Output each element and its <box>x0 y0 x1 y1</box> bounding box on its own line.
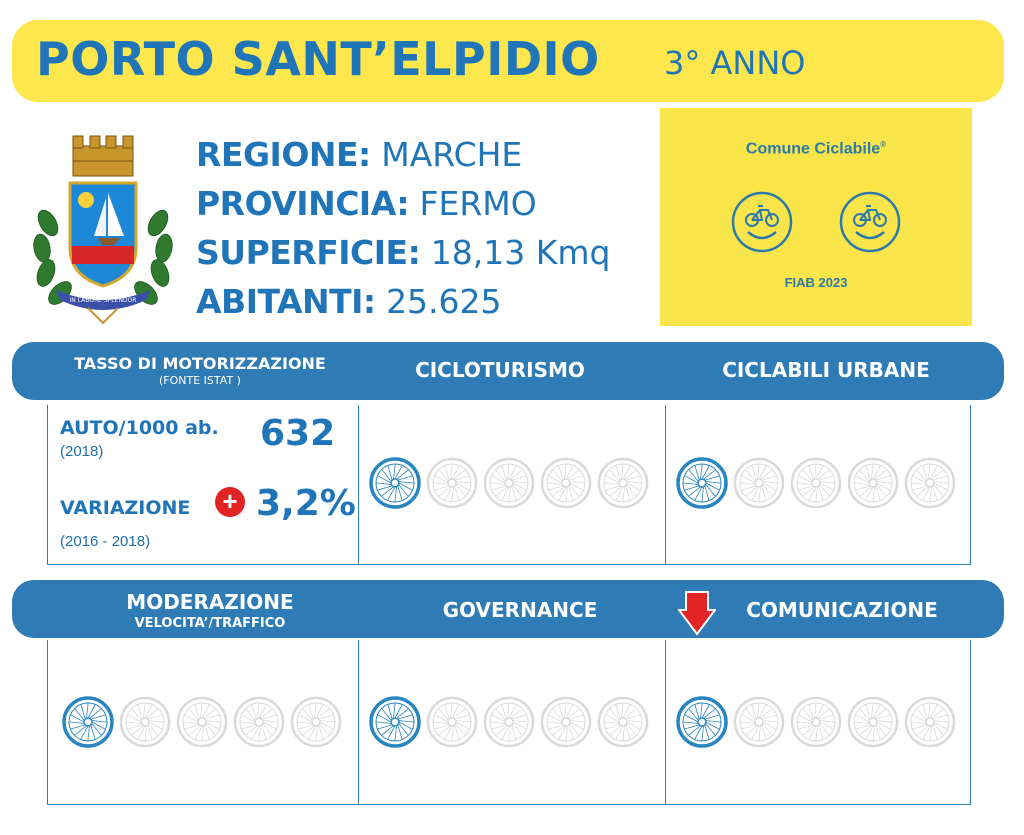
comunicazione-title: COMUNICAZIONE <box>746 598 938 622</box>
wheel-inactive-icon <box>733 457 785 509</box>
wheel-active-icon <box>369 457 421 509</box>
coat-of-arms-icon <box>28 128 178 328</box>
moderazione-panel <box>47 640 359 805</box>
governance-title: GOVERNANCE <box>442 598 598 622</box>
wheel-inactive-icon <box>904 696 956 748</box>
wheel-rating <box>369 457 649 509</box>
moderazione-subtitle: VELOCITA’/TRAFFICO <box>134 616 286 631</box>
ciclabili-title: CICLABILI URBANE <box>722 358 930 382</box>
bike-smiley-icon <box>730 190 794 254</box>
year-label: 3° ANNO <box>664 44 806 82</box>
motorization-subtitle: (FONTE ISTAT ) <box>159 374 241 387</box>
wheel-inactive-icon <box>733 696 785 748</box>
auto-label: AUTO/1000 ab. <box>60 417 219 439</box>
motorization-title: TASSO DI MOTORIZZAZIONE <box>74 354 326 373</box>
wheel-active-icon <box>369 696 421 748</box>
wheel-inactive-icon <box>176 696 228 748</box>
wheel-active-icon <box>676 457 728 509</box>
category-bar-2 <box>12 580 1004 638</box>
motorization-panel <box>47 405 359 565</box>
bike-smiley-icon <box>838 190 902 254</box>
variation-value: 3,2% <box>256 483 356 524</box>
governance-panel <box>358 640 666 805</box>
province-line: PROVINCIA: FERMO <box>196 184 537 223</box>
area-line: SUPERFICIE: 18,13 Kmq <box>196 233 611 272</box>
wheel-inactive-icon <box>233 696 285 748</box>
wheel-rating <box>62 696 342 748</box>
badge-footer: FIAB 2023 <box>784 275 848 290</box>
variation-label: VARIAZIONE <box>60 497 191 519</box>
wheel-rating <box>676 457 956 509</box>
comune-ciclabile-badge <box>660 108 972 326</box>
plus-icon: + <box>215 487 245 517</box>
cicloturismo-title: CICLOTURISMO <box>415 358 585 382</box>
ciclabili-panel <box>665 405 971 565</box>
population-line: ABITANTI: 25.625 <box>196 282 502 321</box>
wheel-inactive-icon <box>847 457 899 509</box>
category-bar-1 <box>12 342 1004 400</box>
wheel-inactive-icon <box>597 696 649 748</box>
wheel-rating <box>369 696 649 748</box>
wheel-inactive-icon <box>790 696 842 748</box>
wheel-inactive-icon <box>483 696 535 748</box>
svg-text:IN LABORE SPLENDOR: IN LABORE SPLENDOR <box>69 297 137 304</box>
cicloturismo-panel <box>358 405 666 565</box>
wheel-active-icon <box>62 696 114 748</box>
wheel-inactive-icon <box>290 696 342 748</box>
wheel-rating <box>676 696 956 748</box>
wheel-inactive-icon <box>119 696 171 748</box>
info-block <box>196 130 610 326</box>
variation-range: (2016 - 2018) <box>60 533 151 550</box>
wheel-inactive-icon <box>540 457 592 509</box>
badge-title: Comune Ciclabile® <box>745 140 887 158</box>
comunicazione-panel <box>665 640 971 805</box>
wheel-inactive-icon <box>483 457 535 509</box>
wheel-active-icon <box>676 696 728 748</box>
wheel-inactive-icon <box>426 696 478 748</box>
auto-value: 632 <box>260 413 336 454</box>
wheel-inactive-icon <box>540 696 592 748</box>
wheel-inactive-icon <box>426 457 478 509</box>
trend-down-arrow-icon <box>678 590 716 636</box>
wheel-inactive-icon <box>597 457 649 509</box>
auto-year: (2018) <box>60 443 104 460</box>
title-bar <box>12 20 1004 102</box>
wheel-inactive-icon <box>847 696 899 748</box>
wheel-inactive-icon <box>790 457 842 509</box>
city-name: PORTO SANT’ELPIDIO <box>36 32 600 86</box>
region-line: REGIONE: MARCHE <box>196 135 523 174</box>
wheel-inactive-icon <box>904 457 956 509</box>
moderazione-title: MODERAZIONE <box>126 590 294 614</box>
